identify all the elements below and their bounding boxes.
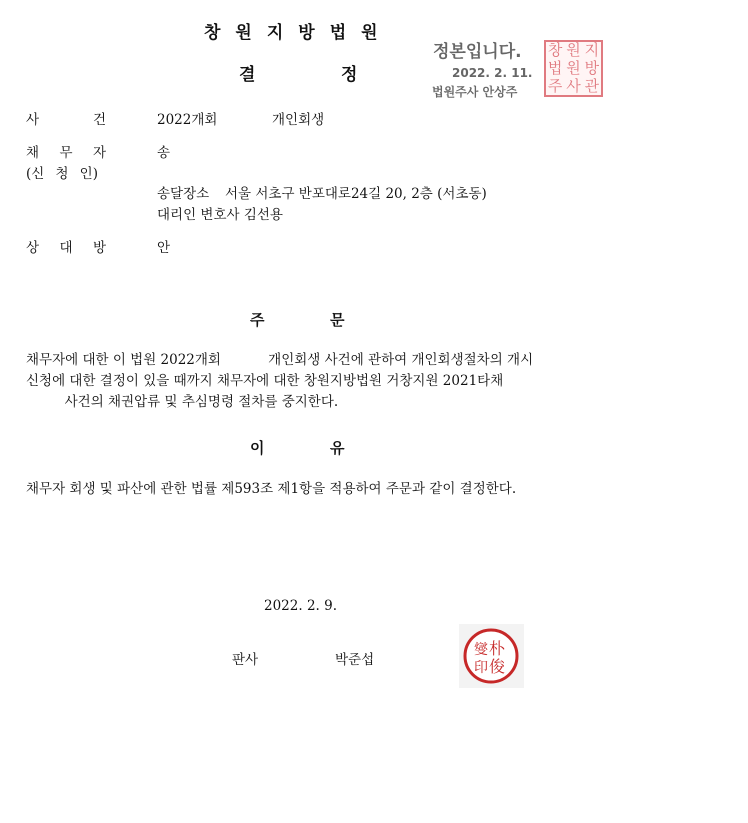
certified-copy-text: 정본입니다.: [433, 42, 522, 62]
opponent-name: 안: [157, 240, 171, 256]
decision-date: 2022. 2. 9.: [264, 598, 337, 614]
clerk-name: 법원주사 안상주: [432, 85, 518, 99]
seal-char: 원: [566, 41, 581, 60]
opponent-label: 상 대 방: [26, 240, 106, 256]
seal-char: 원: [566, 58, 581, 77]
representative: 대리인 변호사 김선용: [157, 207, 283, 223]
seal-char: 창: [547, 41, 563, 60]
judge-label: 판사: [232, 652, 259, 668]
seal-char: 지: [584, 41, 600, 60]
seal-char: 법: [547, 58, 563, 77]
seal-char: 燮: [474, 642, 488, 658]
order-heading-right: 문: [330, 311, 345, 329]
court-name: 창원지방법원: [204, 23, 393, 43]
seal-char: 朴: [488, 639, 506, 658]
judge-seal: [459, 624, 524, 688]
reason-heading-right: 유: [330, 439, 345, 457]
seal-char: 관: [584, 76, 600, 95]
doc-type-right: 정: [341, 65, 358, 85]
order-line-1: 채무자에 대한 이 법원 2022개회 개인회생 사건에 관하여 개인회생절차의 개시: [26, 352, 534, 368]
applicant-label: (신 청 인): [26, 166, 98, 182]
judge-name: 박준섭: [335, 652, 375, 668]
seal-char: 주: [547, 76, 563, 95]
seal-char: 印: [474, 660, 488, 676]
debtor-name: 송: [157, 145, 171, 161]
certified-date: 2022. 2. 11.: [452, 66, 533, 80]
case-name: 개인회생: [272, 112, 325, 128]
case-number: 2022개회: [157, 112, 218, 128]
order-line-2: 신청에 대한 결정이 있을 때까지 채무자에 대한 창원지방법원 거창지원 2021타채: [26, 373, 504, 389]
order-heading-left: 주: [250, 311, 265, 329]
debtor-label: 채 무 자: [26, 145, 106, 161]
reason-heading-left: 이: [250, 439, 265, 457]
reason-line-1: 채무자 회생 및 파산에 관한 법률 제593조 제1항을 적용하여 주문과 같이 결정한다.: [26, 481, 517, 497]
court-seal-square: [544, 40, 603, 97]
order-line-3: 사건의 채권압류 및 추심명령 절차를 중지한다.: [26, 394, 339, 410]
doc-type-left: 결: [239, 65, 256, 85]
seal-char: 사: [566, 76, 581, 95]
address-value: 서울 서초구 반포대로24길 20, 2층 (서초동): [225, 186, 487, 202]
case-label: 사 건: [26, 112, 106, 128]
address-label: 송달장소: [157, 186, 210, 202]
seal-char: 방: [584, 58, 600, 77]
seal-char: 俊: [488, 657, 506, 676]
